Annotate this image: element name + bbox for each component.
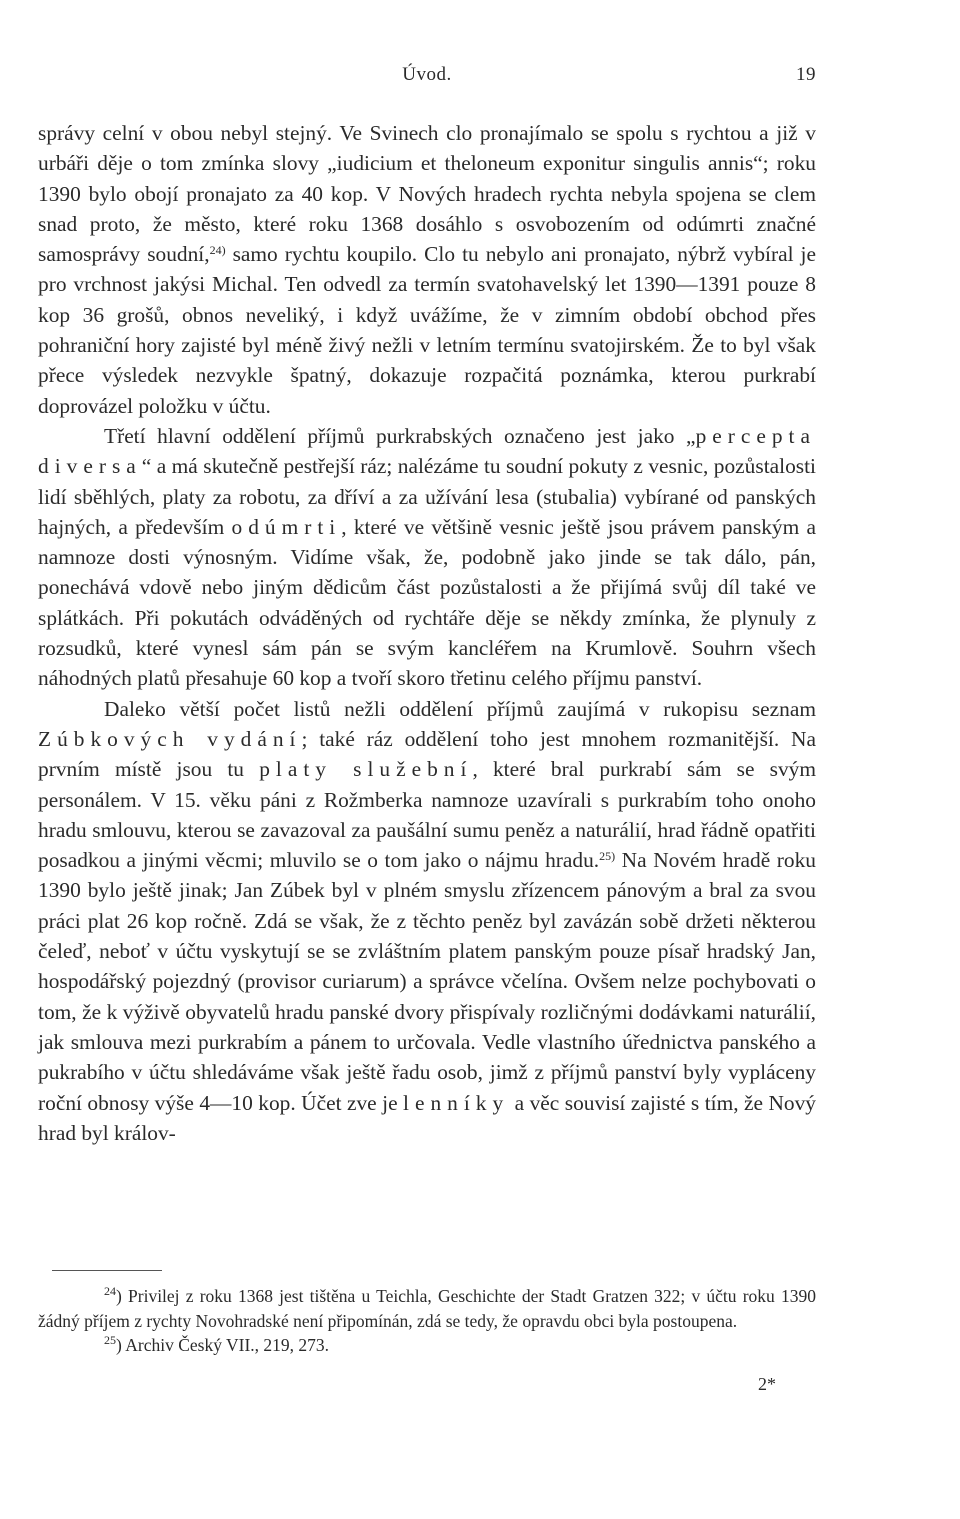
text-run: ; také ráz oddělení toho jest mnohem rozmanitější. Na prvním místě jsou tu (38, 726, 816, 782)
spaced-emphasis: odúmrti (231, 514, 342, 539)
page-number: 19 (796, 64, 816, 85)
footnote-reference: 24) (209, 243, 226, 258)
text-run: “ a má skutečně pestřejší ráz; nalézáme tu soudní pokuty z vesnic, pozůstalosti lidí sběhlých, platy za robotu, za dříví a za užívání lesa (stubalia) vybírané od panských hajných, a především (38, 454, 816, 539)
footnote-24 (38, 1284, 816, 1333)
signature-mark: 2* (758, 1374, 776, 1394)
footnote-divider (52, 1270, 162, 1271)
text-run: a věc souvisí zajisté s tím, že Nový hrad byl králov- (38, 1090, 817, 1145)
text-run: správy celní v obou nebyl stejný. Ve Svinech clo pronajímalo se spolu s rychtou a již v urbáři děje o tom zmínka slovy „iudicium et theloneum exponitur singulis annis“; roku 1390 bylo obojí pronajato za 40 kop. V Nových hradech rychta nebyla spojena se clem snad proto, že město, které roku 1368 dosáhlo s osvobozením od odúmrti značné samosprávy soudní, (38, 121, 816, 267)
footnote-25 (38, 1333, 816, 1358)
text-run: , které bral purkrabí sám se svým personálem. V 15. věku páni z Rožmberka namnoze uzavírali s purkrabím toho onoho hradu smlouvu, kterou se zavazoval za paušální sumu peněz a naturálií, hrad řádně opatřiti posadkou a jinými věcmi; mluvilo se o tom jako o nájmu hradu. (38, 757, 816, 873)
spaced-emphasis: percepta diversa (38, 423, 816, 479)
text-run: , které ve většině vesnic ještě jsou právem panským a namnoze dosti výnosným. Vidíme však, že, podobně jako jinde se tak dálo, pán, ponechává vdově nebo jiným dědicům část pozůstalosti a že přijímá svůj díl také ve splátkách. Při pokutách odváděných od rychtáře děje se někdy zmínka, že plynuly z rozsudků, které vynesl sám pán se svým kancléřem na Krumlově. Souhrn všech náhodných platů přesahuje 60 kop a tvoří skoro třetinu celého příjmu panství. (38, 514, 816, 691)
footnote-reference: 25) (599, 849, 616, 864)
text-run: Na Novém hradě roku 1390 bylo ještě jinak; Jan Zúbek byl v plném smyslu zřízencem pánovým a bral za svou práci plat 26 kop ročně. Zdá se však, že z těchto peněz byl zavázán sobě držeti některou čeleď, neboť v účtu vyskytují se se zvláštním platem panským pouze písař hradský Jan, hospodářský pojezdný (provisor curiarum) a správce včelína. Ovšem nelze pochybovati o tom, že k výživě obyvatelů hradu panské dvory přispívaly rozličnými dodávkami naturálií, jak smlouva mezi purkrabím a pánem to určovala. Vedle vlastního úřednictva panského a pukrabího v účtu shledáváme však ještě řadu osob, jimž z příjmů panství byly vypláceny roční obnosy výše 4—10 kop. Účet zve je (38, 848, 816, 1115)
footnote-mark: 25 (104, 1333, 116, 1347)
paragraph-1 (38, 118, 816, 421)
paragraph-3 (38, 694, 816, 1148)
footnote-text: ) Privilej z roku 1368 jest tištěna u Teichla, Geschichte der Stadt Gratzen 322; v účtu roku 1390 žádný příjem z rychty Novohradské není připomínán, zdá se tedy, že opravdu obci byla postoupena. (38, 1286, 816, 1331)
chapter-title: Úvod. (402, 64, 452, 85)
spaced-emphasis: lenníky (403, 1090, 510, 1115)
running-header (38, 64, 816, 94)
paragraph-2 (38, 421, 816, 694)
footnote-text: ) Archiv Český VII., 219, 273. (116, 1335, 330, 1355)
footnote-mark: 24 (104, 1284, 116, 1298)
text-run: Daleko větší počet listů nežli oddělení příjmů zaujímá v rukopisu seznam (104, 696, 816, 721)
footnotes (38, 1284, 816, 1358)
text-run: samo rychtu koupilo. Clo tu nebylo ani pronajato, nýbrž vybíral je pro vrchnost jakýsi Michal. Ten odvedl za termín svatohavelský let 1390—1391 pouze 8 kop 36 grošů, obnos neveliký, i když uvážíme, že v zimním období obchod přes pohraniční hory zajisté byl méně živý nežli v letním termínu svatojirském. Že to byl však přece výsledek nezvykle špatný, dokazuje rozpačitá poznámka, kterou purkrabí doprovázel položku v účtu. (38, 242, 816, 418)
spaced-emphasis: Zúbkových vydání (38, 726, 302, 751)
text-run: Třetí hlavní oddělení příjmů purkrabských označeno jest jako „ (104, 423, 696, 448)
main-text (38, 118, 816, 1148)
spaced-emphasis: platy služební (259, 757, 473, 782)
